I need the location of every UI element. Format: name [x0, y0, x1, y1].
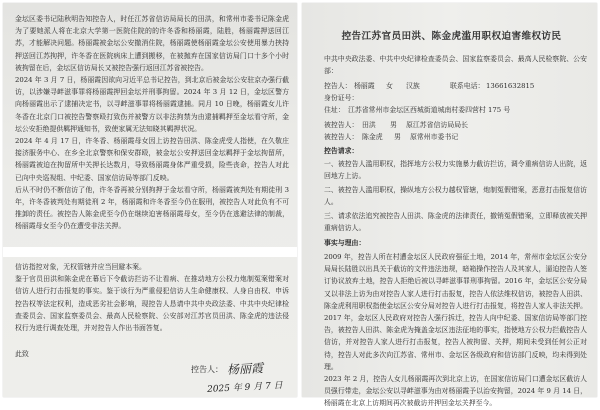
left-page-upper-text: 金坛区委书记陆秋明告知控告人，时任江苏省信访局局长的田洪，和常州市委书记陈金虎为了要她派人将在北京大学第一医院住院的的许冬香和杨丽霞，陆胜，杨丽霞押送回江苏，才能解决问题。杨丽霞被金坛公安撤消住院，杨丽霞使杨丽霞金坛公安使用暴力挟持押送回江苏拘押，许冬香在医院病床上遭到搬移，在被抛弃在国家信访局门口十多个小时被拘留在后，金坛区信访局长又被控告强行返回江苏省被控告。 2024 年 3 月 7 日，杨丽霞因欲向习近平总书记控告，到北京后被金坛公安驻京办强行截访，以涉嫌寻衅滋事罪将杨丽霞押回金坛并刑事拘留。2024 年 3 月 12 日，金坛区警方向杨丽霞出示了逮捕决定书，以寻衅滋事罪将杨丽霞逮捕。同月 10 日晚，杨丽霞女儿许冬香在北京门口被控告警察殴打致伤并被警方以非法拘禁为由逮捕羁押至金坛看守所，金坛公安拒绝提供羁押通知书，致使家属无法知晓其羁押状况。 2024 年 4 月 17 日，许冬香、杨丽霞母女因上访控告田洪、陈金虎受人指使，在久敬庄接济服务中心、在乡全北京警察和保安群殴，被金坛公安押送回金坛羁押于金坛拘留所，杨丽霞被迫在拘留所中关押长达数月，导致杨丽霞身体严重受损，险些丧命，控告人对此已向中央巡视组、中纪委、国家信访局等部门反映。 后从不时仍不断信访了他，许冬香再被分别拘押于金坛看守所，杨丽霞被判处有期徒刑 3 年，许冬香被判处有期徒刑 2 年，杨丽霞和许冬香至今仍在服刑，被控告人对此负有不可推卸的责任。被控告人陈金虎至今仍在继续迫害杨丽霞母女，至今仍在逃避法律的制裁，杨丽霞母女至今仍在遭受非法关押。: [15, 15, 289, 231]
respondent-title: 原江苏省信访局局长: [406, 121, 469, 129]
closing-salutation: 此致: [15, 350, 29, 358]
respondent-gender: 男: [390, 121, 397, 129]
phone-label: 联系电话：: [450, 82, 485, 90]
page-gap: [3, 247, 297, 257]
facts-heading: 事实与理由：: [324, 239, 366, 247]
complainant-name: 杨丽霞: [354, 82, 375, 90]
respondent-name: 田洪: [362, 121, 376, 129]
request-item: 三、请求依法追究被控告人田洪、陈金虎的法律责任，撤销冤假错案，立即释放被关押重病信访人。: [324, 212, 587, 233]
address-label: 住址：: [324, 106, 345, 114]
respondent-name: 陈金虎: [362, 133, 383, 141]
complainant-gender: 女: [386, 82, 393, 90]
respondent-label: 被控告人：: [324, 133, 359, 141]
respondent-gender: 男: [394, 133, 401, 141]
complainant-label: 控告人：: [324, 82, 352, 90]
phone-number: 13661632815: [486, 82, 535, 90]
handwritten-signature: 杨丽霞: [226, 361, 264, 377]
left-page-lower-text: 信访指控对象，无权管辖并应当回避本案。 鉴于官员田洪和陈金虎在幕后下令截访拦访不让看病、在推动地方公权力炮制冤案错案对信访人进行打击报复的事实。鉴于该行为严重侵犯信访人生命健康权、人身自由权、申诉控告权等法定权利，造成恶劣社会影响，现控告人恳请中共中央政法委、中共中央纪律检查委员会、国家监察委员会、最高人民检察院、公安部对江苏官员田洪、陈金虎的违法侵权行为进行调查处理，并对控告人作出书面答复。: [15, 263, 289, 333]
document-title: 控告江苏官员田洪、陈金虎滥用职权迫害维权访民: [341, 31, 562, 42]
respondent-title: 原常州市委书记: [410, 133, 459, 141]
facts-text: 2009 年，控告人所在村遭金坛区人民政府强征土地，2014 年，常州市金坛区公安分局局长陆胜以出具关于截访的文件违法违规，暗箱操作控告人及其家人，逼迫控告人签订协议放弃土地，控告人拒绝后被以寻衅滋事罪刑事拘留。2016 年，金坛区公安分局又以非法上访为由对控告人家人进行打击报复，控告人依法维权信访，被控告人田洪、陈金虎利用职权指使金坛区公安分局对控告人进行打击报复，将控告人家人非法关押。2017 年，金坛区人民政府对控告人强行拆迁，控告人向中纪委、国家信访局等部门控告，被控告人田洪、陈金虎为掩盖金坛区违法征地的事实，指使地方公权力拦截控告人信访，并对控告人家人进行打击报复，控告人被拘留、关押，期间未受到任何公正对待，控告人对此多次向江苏省、常州市、金坛区各级政府和信访部门反映，均未得到处理。 2023 年 2 月，控告人女儿杨丽霞再次到北京上访，在国家信访局门口遭金坛区截访人员强行带走，金坛公安以寻衅滋事为由对杨丽霞予以治安拘留，2024 年 9 月 14 日，杨丽霞在北京上访期间再次被截访并押回金坛关押至今。: [324, 253, 587, 408]
id-label: 身份证号：: [324, 94, 359, 102]
recipients-line: 中共中央政法委、中共中央纪律检查委员会、国家监察委员会、最高人民检察院、公安部：: [324, 55, 587, 76]
request-item: 一、被控告人滥用职权，指挥地方公权力实施暴力截访拦访，调令重病信访人出院，返回地方上访。: [324, 160, 587, 181]
request-item: 二、被控告人滥用职权，操纵地方公权力越权管辖，炮制冤假错案，恶意打击报复信访人。: [324, 186, 587, 207]
handwritten-date: 2025 年 9 月 7 日: [206, 381, 283, 395]
complainant-ethnicity: 汉族: [406, 82, 420, 90]
right-document-page: [302, 3, 597, 408]
left-document-page: [3, 3, 297, 397]
address-value: 江苏省常州市金坛区西城街道城南村委四营村 175 号: [348, 106, 511, 114]
respondent-label: 被控告人：: [324, 121, 359, 129]
signature-label: 控告人：: [191, 365, 223, 374]
requests-heading: 控告请求：: [324, 147, 359, 155]
